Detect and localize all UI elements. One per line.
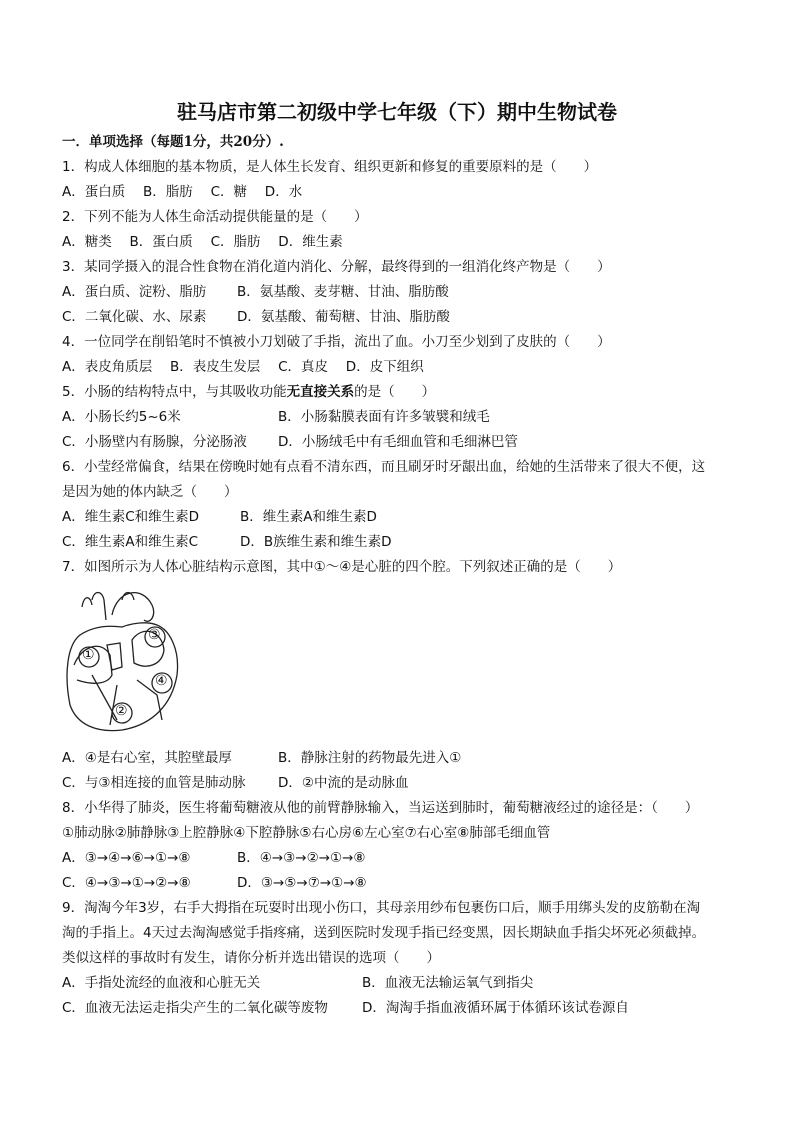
label-chamber-1: ① bbox=[82, 647, 95, 663]
option-b: B．小肠黏膜表面有许多皱襞和绒毛 bbox=[278, 409, 490, 425]
question-9-stem: 9．淘淘今年3岁，右手大拇指在玩耍时出现小伤口，其母亲用纱布包裹伤口后，顺手用绑头发的皮筋勒在淘 bbox=[62, 900, 701, 916]
option-d: D．③→⑤→⑦→①→⑧ bbox=[237, 875, 367, 891]
question-4-options: A．表皮角质层 B．表皮生发层 C．真皮 D．皮下组织 bbox=[62, 359, 424, 375]
question-5-options-row1 bbox=[62, 408, 662, 426]
option-d: D．小肠绒毛中有毛细血管和毛细淋巴管 bbox=[278, 434, 518, 450]
section-heading: 一．单项选择（每题1分，共20分）. bbox=[62, 134, 284, 150]
question-8-options-row1 bbox=[62, 849, 662, 867]
question-8-options-row2 bbox=[62, 874, 662, 892]
option-d: D．氨基酸、葡萄糖、甘油、脂肪酸 bbox=[237, 309, 450, 325]
question-7-stem: 7．如图所示为人体心脏结构示意图，其中①～④是心脏的四个腔。下列叙述正确的是（ ） bbox=[62, 559, 622, 575]
question-7-options-row1 bbox=[62, 749, 662, 767]
question-6-stem: 6．小莹经常偏食，结果在傍晚时她有点看不清东西，而且刷牙时牙龈出血，给她的生活带来了很大不便，这 bbox=[62, 459, 706, 475]
option-c: C．④→③→①→②→⑧ bbox=[62, 875, 191, 891]
question-3-stem: 3．某同学摄入的混合性食物在消化道内消化、分解，最终得到的一组消化终产物是（ ） bbox=[62, 259, 611, 275]
question-3-options-row1 bbox=[62, 283, 662, 301]
option-a: A．③→④→⑥→①→⑧ bbox=[62, 850, 191, 866]
option-d: D．B族维生素和维生素D bbox=[240, 534, 392, 550]
option-c: C．小肠壁内有肠腺，分泌肠液 bbox=[62, 434, 247, 450]
page-title: 驻马店市第二初级中学七年级（下）期中生物试卷 bbox=[177, 100, 617, 124]
option-a: A．④是右心室，其腔壁最厚 bbox=[62, 750, 232, 766]
option-c: C．与③相连接的血管是肺动脉 bbox=[62, 775, 246, 791]
question-2-stem: 2．下列不能为人体生命活动提供能量的是（ ） bbox=[62, 209, 368, 225]
question-6-options-row1 bbox=[62, 508, 662, 526]
question-5-options-row2 bbox=[62, 433, 662, 451]
question-5-stem bbox=[62, 383, 435, 401]
question-9-stem-cont: 淘的手指上。4天过去淘淘感觉手指疼痛，送到医院时发现手指已经变黑，因长期缺血手指尖坏死必须截掉。 bbox=[62, 925, 706, 941]
question-9-options-row1 bbox=[62, 974, 742, 992]
option-a: A．手指处流经的血液和心脏无关 bbox=[62, 975, 261, 991]
label-chamber-2: ② bbox=[115, 703, 128, 719]
option-a: A．维生素C和维生素D bbox=[62, 509, 200, 525]
question-6-options-row2 bbox=[62, 533, 662, 551]
stem-text: 的是（ ） bbox=[354, 384, 436, 400]
option-b: B．维生素A和维生素D bbox=[240, 509, 377, 525]
question-8-stem-cont: ①肺动脉②肺静脉③上腔静脉④下腔静脉⑤右心房⑥左心室⑦右心室⑧肺部毛细血管 bbox=[62, 825, 551, 841]
option-b: B．氨基酸、麦芽糖、甘油、脂肪酸 bbox=[237, 284, 449, 300]
question-9-stem-cont2: 类似这样的事故时有发生，请你分析并选出错误的选项（ ） bbox=[62, 950, 440, 966]
option-a: A．小肠长约5~6米 bbox=[62, 409, 181, 425]
option-b: B．血液无法输运氧气到指尖 bbox=[362, 975, 534, 991]
option-b: B．④→③→②→①→⑧ bbox=[237, 850, 366, 866]
option-c: C．血液无法运走指尖产生的二氧化碳等废物 bbox=[62, 1000, 328, 1016]
question-7-options-row2 bbox=[62, 774, 662, 792]
question-1-options: A．蛋白质 B．脂肪 C．糖 D．水 bbox=[62, 184, 303, 200]
question-4-stem: 4．一位同学在削铅笔时不慎被小刀划破了手指，流出了血。小刀至少划到了皮肤的（ ） bbox=[62, 334, 611, 350]
option-c: C．二氧化碳、水、尿素 bbox=[62, 309, 207, 325]
stem-emphasis: 无直接关系 bbox=[286, 384, 355, 400]
question-8-stem: 8．小华得了肺炎，医生将葡萄糖液从他的前臂静脉输入，当运送到肺时，葡萄糖液经过的途径是：（ ） bbox=[62, 800, 699, 816]
option-b: B．静脉注射的药物最先进入① bbox=[278, 750, 462, 766]
stem-text: 5．小肠的结构特点中，与其吸收功能 bbox=[62, 384, 287, 400]
option-d: D．淘淘手指血液循环属于体循环该试卷源自 bbox=[362, 1000, 629, 1016]
option-c: C．维生素A和维生素C bbox=[62, 534, 199, 550]
label-chamber-3: ③ bbox=[148, 627, 161, 643]
question-6-stem-cont: 是因为她的体内缺乏（ ） bbox=[62, 484, 238, 500]
question-2-options: A．糖类 B．蛋白质 C．脂肪 D．维生素 bbox=[62, 234, 343, 250]
label-chamber-4: ④ bbox=[155, 673, 168, 689]
heart-diagram bbox=[62, 585, 182, 735]
option-d: D．②中流的是动脉血 bbox=[278, 775, 409, 791]
question-1-stem: 1．构成人体细胞的基本物质，是人体生长发育、组织更新和修复的重要原料的是（ ） bbox=[62, 159, 598, 175]
question-3-options-row2 bbox=[62, 308, 662, 326]
question-9-options-row2 bbox=[62, 999, 742, 1017]
option-a: A．蛋白质、淀粉、脂肪 bbox=[62, 284, 207, 300]
